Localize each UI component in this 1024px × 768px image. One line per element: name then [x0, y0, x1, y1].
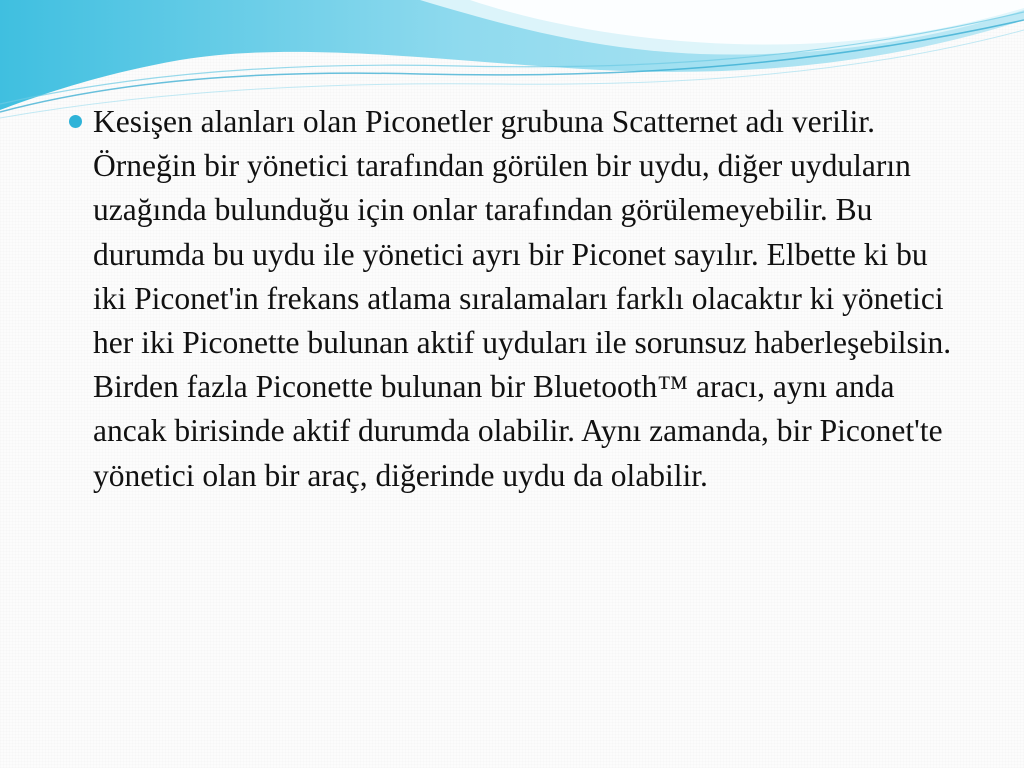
bullet-text: Kesişen alanları olan Piconetler grubuna Scatternet adı verilir. Örneğin bir yönetici tarafından görülen bir uydu, diğer uyduların uzağında bulunduğu için onlar tarafından görülemeyebilir. Bu durumda bu uydu ile yönetici ayrı bir Piconet sayılır. Elbette ki bu iki Piconet'in frekans atlama sıralamaları farklı olacaktır ki yönetici her iki Piconette bulunan aktif uyduları ile sorunsuz haberleşebilsin. Birden fazla Piconette bulunan bir Bluetooth™ aracı, aynı anda ancak birisinde aktif durumda olabilir. Aynı zamanda, bir Piconet'te yönetici olan bir araç, diğerinde uydu da olabilir.: [93, 104, 952, 493]
bullet-item: [66, 100, 966, 498]
slide-body: [66, 100, 966, 498]
bullet-dot-icon: [69, 115, 82, 128]
